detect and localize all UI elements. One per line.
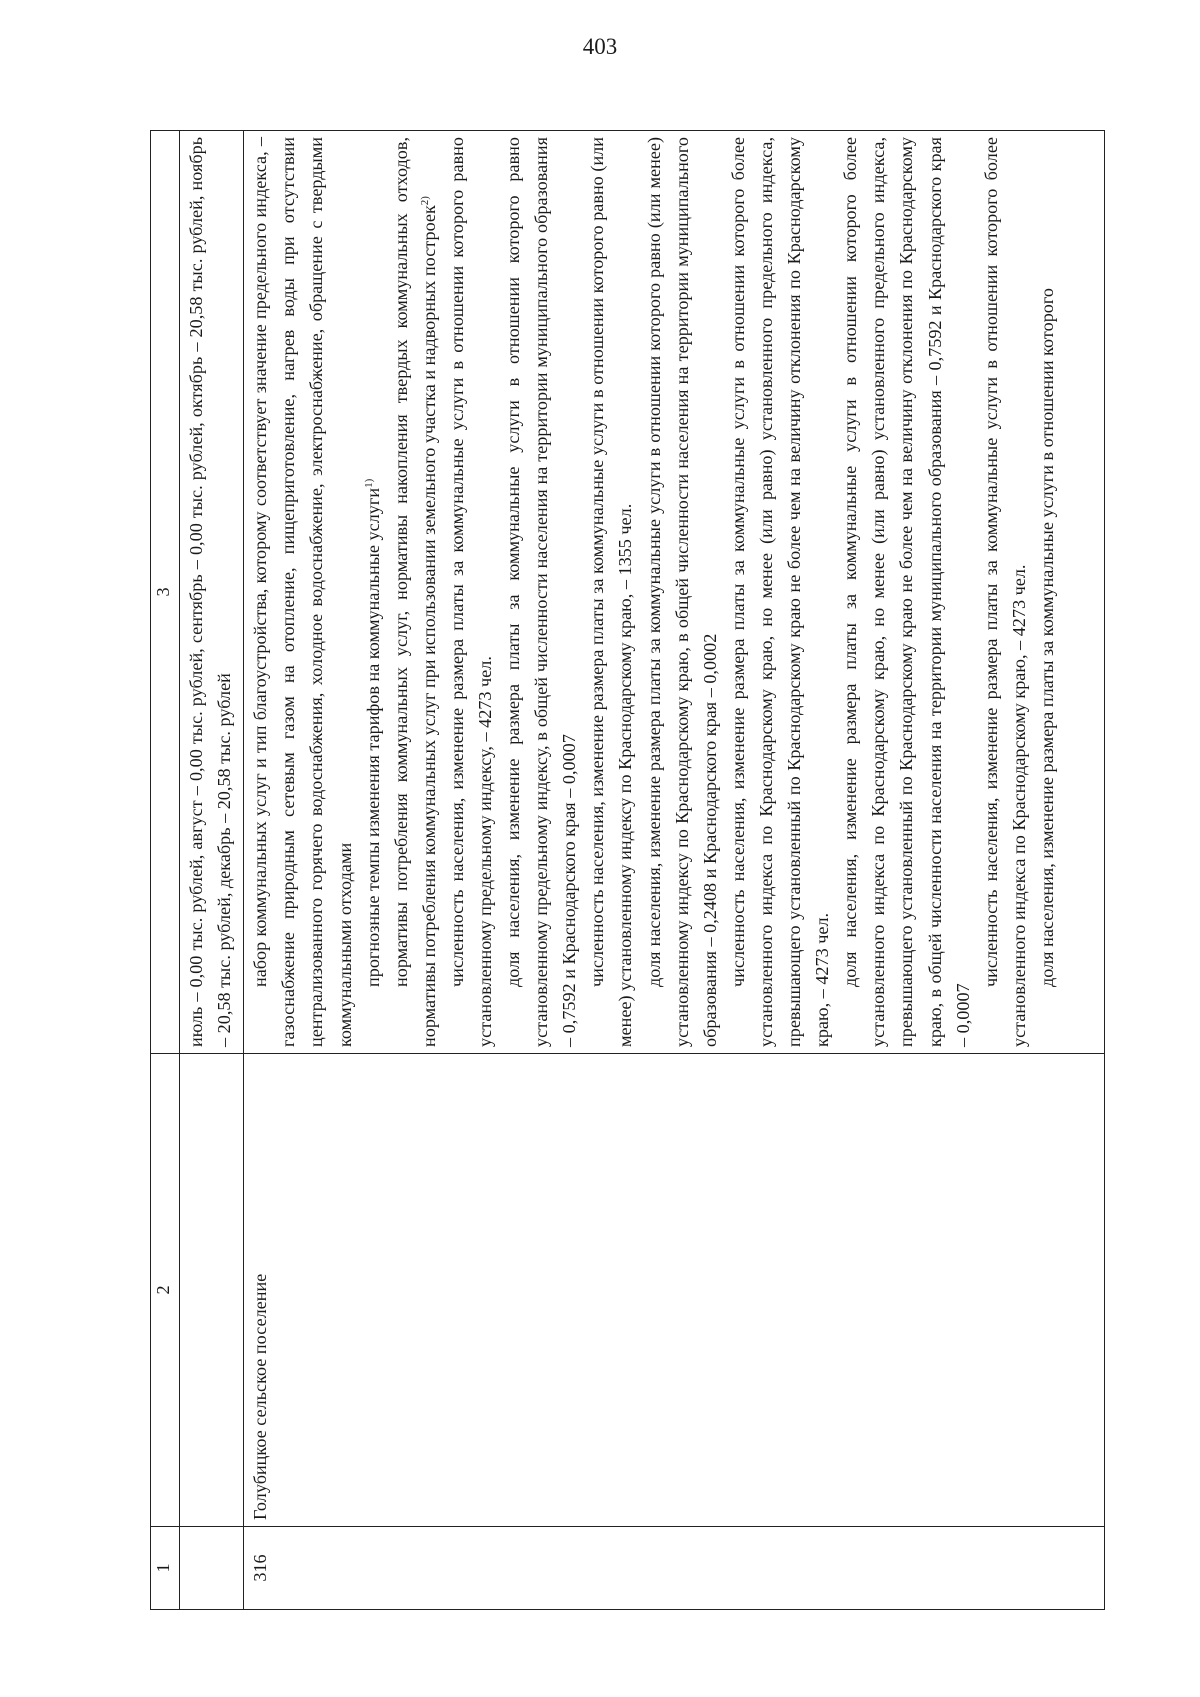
detail-paragraph: доля населения, изменение размера платы за коммунальные услуги в отношении которого более установленного индекса по Краснодарскому краю, но менее (или равно) установленного предельного индекса, превышающего установленный по Краснодарскому краю не более чем на величину отклонения по Краснодарскому краю, в общей численности населения на территории муниципального образования – 0,7592 и Краснодарского края – 0,0007 [840, 137, 973, 1047]
row-number: 316 [244, 1527, 1105, 1610]
continuation-col-2 [180, 1054, 244, 1527]
table-header-row [151, 131, 180, 1610]
continuation-paragraph: июль – 0,00 тыс. рублей, август – 0,00 тыс. рублей, сентябрь – 0,00 тыс. рублей, октябрь – 20,58 тыс. рублей, ноябрь – 20,58 тыс. рублей, декабрь – 20,58 тыс. рублей [186, 137, 235, 1047]
settlement-name: Голубицкое сельское поселение [244, 1054, 1105, 1527]
detail-paragraph: нормативы потребления коммунальных услуг, нормативы накопления твердых коммунальных отходов, нормативы потребления коммунальных услуг при использовании земельного участка и надворных построек$^{2)}$ [390, 137, 439, 1047]
detail-paragraph: прогнозные темпы изменения тарифов на коммунальные услуги$^{1)}$ [362, 478, 383, 987]
header-col-3: 3 [151, 131, 180, 1054]
continuation-text [180, 131, 244, 1054]
data-table [150, 130, 1105, 1610]
detail-paragraph: доля населения, изменение размера платы за коммунальные услуги в отношении которого [1036, 288, 1057, 987]
table-row [244, 131, 1105, 1610]
continuation-row [180, 131, 244, 1610]
continuation-col-1 [180, 1527, 244, 1610]
detail-paragraph: набор коммунальных услуг и тип благоустройства, которому соответствует значение предельного индекса, – газоснабжение природным сетевым газом на отопление, пищеприготовление, нагрев воды при отсутствии централизованного горячего водоснабжения, холодное водоснабжение, электроснабжение, обращение с твердыми коммунальными отходами [250, 137, 355, 1047]
row-details [244, 131, 1105, 1054]
detail-paragraph: численность населения, изменение размера платы за коммунальные услуги в отношении которого более установленного индекса по Краснодарскому краю, – 4273 чел. [980, 137, 1029, 1047]
detail-paragraph: численность населения, изменение размера платы за коммунальные услуги в отношении которого более установленного индекса по Краснодарскому краю, но менее (или равно) установленного предельного индекса, превышающего установленный по Краснодарскому краю не более чем на величину отклонения по Краснодарскому краю, – 4273 чел. [727, 137, 833, 1047]
footnote-marker: 2) [418, 196, 431, 206]
header-col-2: 2 [151, 1054, 180, 1527]
detail-paragraph: численность населения, изменение размера платы за коммунальные услуги в отношении которого равно установленному предельному индексу, – 4273 чел. [446, 137, 495, 1047]
detail-paragraph: доля населения, изменение размера платы за коммунальные услуги в отношении которого равно (или менее) установленному индексу по Краснодарскому краю, в общей численности населения на территории муниципального образования – 0,2408 и Краснодарского края – 0,0002 [643, 137, 720, 1047]
header-col-1: 1 [151, 1527, 180, 1610]
detail-paragraph: доля населения, изменение размера платы за коммунальные услуги в отношении которого равно установленному предельному индексу, в общей численности населения на территории муниципального образования – 0,7592 и Краснодарского края – 0,0007 [503, 137, 580, 1047]
page-number: 403 [582, 34, 618, 59]
detail-paragraph: численность населения, изменение размера платы за коммунальные услуги в отношении которого равно (или менее) установленному индексу по Краснодарскому краю, – 1355 чел. [587, 137, 636, 1047]
rotated-table-container [150, 130, 1105, 1610]
footnote-marker: 1) [362, 478, 375, 488]
